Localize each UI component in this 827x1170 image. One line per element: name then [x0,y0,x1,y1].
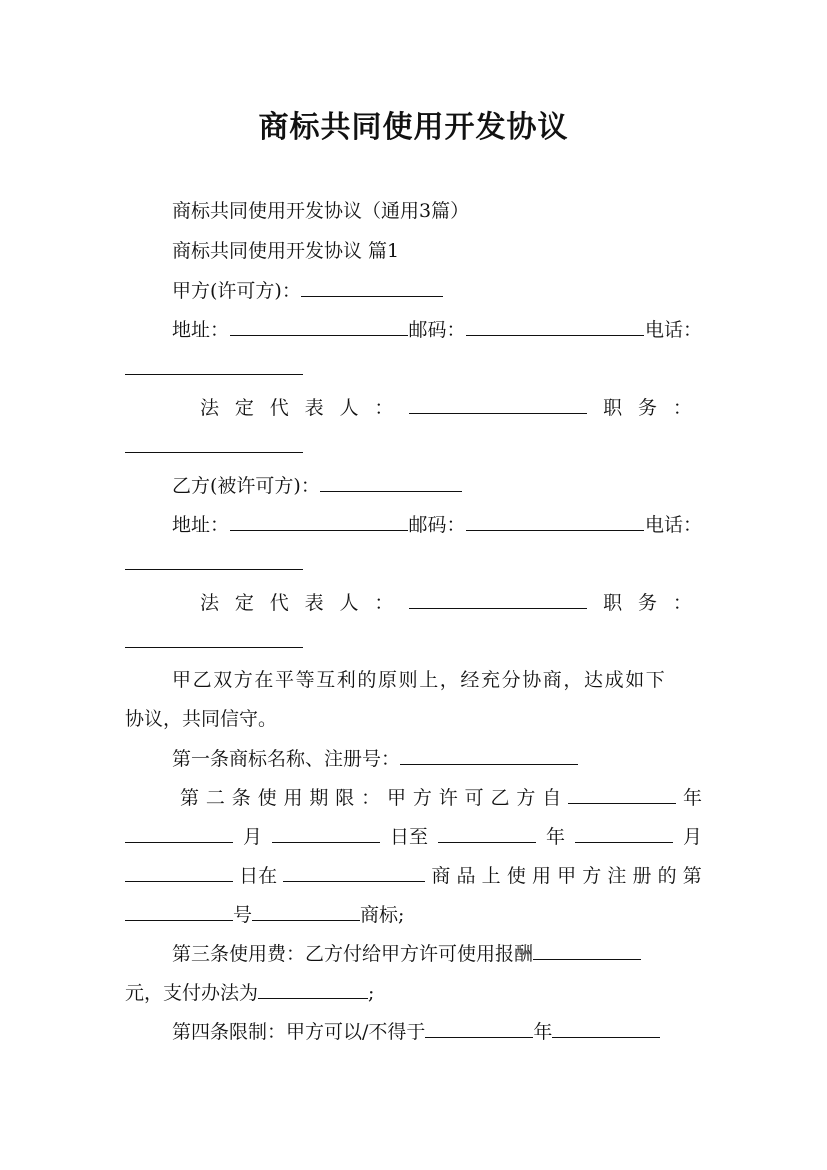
party-b-rep-char: 代 [269,592,289,614]
party-b-title-char: ： [672,592,692,614]
article-2-month-label-2: 月 [682,826,702,848]
article-2-start-month-blank [125,824,233,843]
article-3-line-1 [172,941,641,966]
article-2-day-to-label: 日至 [389,826,428,848]
article-2-char: 二 [205,787,225,809]
article-2-product-char: 方 [582,865,602,887]
intro-line-1: 甲乙双方在平等互利的原则上，经充分协商，达成如下 [172,669,667,691]
party-b-title-char: 职 [603,592,623,614]
article-2-product-char: 用 [531,865,551,887]
party-a-contact-line [172,317,702,342]
party-a-rep-char: 表 [304,397,324,419]
article-2-product-char: 商 [431,865,451,887]
article-2-char: 许 [438,787,458,809]
party-b-rep-char: ： [374,592,394,614]
party-a-title-line [125,434,303,459]
party-a-postcode-label: 邮码： [408,319,466,341]
article-2-year-label: 年 [682,787,702,809]
party-b-postcode-blank [466,512,644,531]
party-a-title-blank [125,434,303,453]
article-2-char: 使 [257,787,277,809]
article-4-year-label: 年 [533,1021,553,1043]
article-2-number-label: 号 [233,904,253,926]
party-b-rep-char: 定 [234,592,254,614]
party-a-line [172,278,443,303]
party-b-rep-blank [409,590,587,609]
article-2-line-4 [125,902,404,927]
article-2-char: 方 [412,787,432,809]
article-3-text: 第三条使用费：乙方付给甲方许可使用报酬 [172,943,534,965]
article-3-terminator: ; [368,982,375,1004]
party-b-line [172,473,462,498]
party-b-label: 乙方(被许可方)： [172,475,320,497]
article-2-char: 乙 [490,787,510,809]
party-a-title-char: 职 [603,397,623,419]
article-2-char: 限 [335,787,355,809]
article-2-trademark-label: 商标; [360,904,405,926]
article-2-char: 可 [464,787,484,809]
party-a-title-char: 务 [637,397,657,419]
article-1-line [172,746,578,771]
article-2-char: 第 [180,787,200,809]
party-a-postcode-blank [466,317,644,336]
party-a-blank [301,278,443,297]
article-2-product-char: 上 [481,865,501,887]
party-b-title-line [125,629,303,654]
article-2-line-3 [125,863,702,888]
article-2-char: ： [361,787,381,809]
document-title: 商标共同使用开发协议 [258,110,569,145]
article-2-product-char: 的 [657,865,677,887]
article-2-product-char: 第 [682,865,702,887]
article-2-trademark-blank [252,902,360,921]
party-b-rep-char: 表 [304,592,324,614]
party-a-rep-blank [409,395,587,414]
party-b-phone-blank [125,551,303,570]
article-1-text: 第一条商标名称、注册号： [172,748,401,770]
article-2-product-blank [283,863,425,882]
article-2-product-char: 注 [607,865,627,887]
article-3-payment-blank [258,980,368,999]
party-a-rep-line [200,395,692,420]
article-2-char: 自 [542,787,562,809]
article-2-year-label-2: 年 [545,826,565,848]
article-3-payment-label: 元，支付办法为 [125,982,259,1004]
article-2-line-2 [125,824,702,849]
intro-line-2: 协议，共同信守。 [125,708,278,730]
article-2-end-year-blank [438,824,536,843]
party-b-phone-line [125,551,303,576]
party-b-contact-line [172,512,702,537]
article-2-end-month-blank [575,824,673,843]
article-2-char: 方 [516,787,536,809]
party-a-rep-char: 人 [339,397,359,419]
article-2-line-1 [180,785,702,810]
article-2-char: 甲 [387,787,407,809]
party-a-rep-char: 代 [269,397,289,419]
party-b-rep-char: 法 [200,592,220,614]
article-2-day-in-label: 日在 [239,865,278,887]
party-b-blank [320,473,462,492]
party-a-phone-label: 电话： [644,319,702,341]
party-b-title-blank [125,629,303,648]
party-a-rep-char: 法 [200,397,220,419]
article-3-line-2 [125,980,374,1005]
article-2-char: 用 [283,787,303,809]
party-a-phone-line [125,356,303,381]
article-2-month-label: 月 [242,826,262,848]
party-a-label: 甲方(许可方)： [172,280,301,302]
article-1-blank [400,746,578,765]
party-a-address-blank [230,317,408,336]
party-a-title-char: ： [672,397,692,419]
party-b-rep-line [200,590,692,615]
party-b-rep-char: 人 [339,592,359,614]
article-2-reg-number-blank [125,902,233,921]
article-4-line [172,1019,660,1044]
party-a-address-label: 地址： [172,319,230,341]
article-2-product-char: 使 [506,865,526,887]
article-2-product-char: 甲 [557,865,577,887]
party-b-title-char: 务 [637,592,657,614]
party-a-phone-blank [125,356,303,375]
article-2-start-day-blank [272,824,380,843]
article-4-text: 第四条限制：甲方可以/不得于 [172,1021,426,1043]
party-a-rep-char: 定 [234,397,254,419]
section-heading: 商标共同使用开发协议 篇1 [172,240,400,262]
article-2-start-year-blank [568,785,676,804]
article-4-month-blank [552,1019,660,1038]
article-2-end-day-blank [125,863,233,882]
subtitle: 商标共同使用开发协议（通用3篇） [172,200,470,222]
article-2-product-char: 品 [456,865,476,887]
party-b-address-label: 地址： [172,514,230,536]
article-4-year-blank [425,1019,533,1038]
article-2-char: 期 [309,787,329,809]
article-3-fee-blank [533,941,641,960]
party-b-postcode-label: 邮码： [408,514,466,536]
party-a-rep-char: ： [374,397,394,419]
party-b-phone-label: 电话： [644,514,702,536]
article-2-char: 条 [231,787,251,809]
article-2-product-char: 册 [632,865,652,887]
party-b-address-blank [230,512,408,531]
